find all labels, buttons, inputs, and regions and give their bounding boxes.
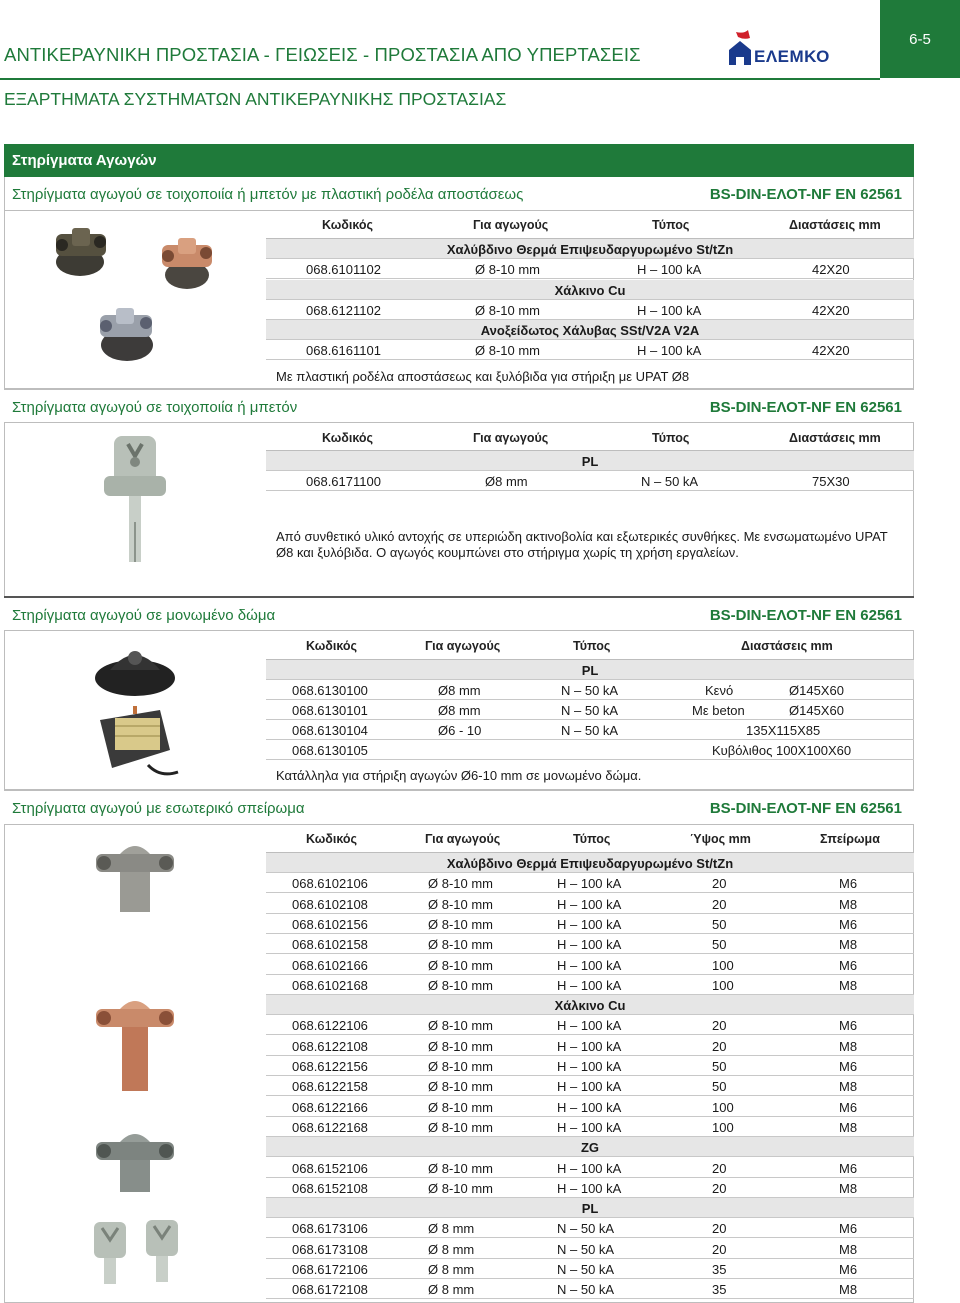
page-title: ΑΝΤΙΚΕΡΑΥΝΙΚΗ ΠΡΟΣΤΑΣΙΑ - ΓΕΙΩΣΕΙΣ - ΠΡΟΣΤΑΣΙΑ ΑΠΟ ΥΠΕΡΤΑΣΕΙΣ (4, 44, 641, 65)
section-3-standard: BS-DIN-ΕΛΟΤ-NF EN 62561 (709, 607, 902, 624)
section-3-note: Κατάλληλα για στήριξη αγωγών Ø6-10 mm σε μονωμένο δώμα. (276, 768, 642, 783)
steel-threaded-holder-image (90, 840, 180, 920)
col-header-code: Κωδικός (322, 431, 374, 445)
group-header: Χάλκινο Cu (266, 280, 914, 300)
table-row: 068.6102166 Ø 8-10 mm H – 100 kA 100 M6 (266, 955, 914, 975)
section-1-title: Στηρίγματα αγωγού σε τοιχοποιία ή μπετόν με πλαστική ροδέλα αποστάσεως (12, 186, 524, 203)
category-bar: Στηρίγματα Αγωγών (4, 144, 914, 177)
table-row: 068.6102156 Ø 8-10 mm H – 100 kA 50 M6 (266, 914, 914, 934)
header-divider (0, 78, 880, 80)
section-2-standard: BS-DIN-ΕΛΟΤ-NF EN 62561 (709, 399, 902, 416)
table-row: 068.6122166 Ø 8-10 mm H – 100 kA 100 M6 (266, 1097, 914, 1117)
col-header-dimensions: Διαστάσεις mm (789, 431, 881, 445)
logo-text: ΕΛΕΜΚΟ (754, 47, 830, 66)
section-3-title: Στηρίγματα αγωγού σε μονωμένο δώμα (12, 607, 276, 624)
table-row: 068.6102158 Ø 8-10 mm H – 100 kA 50 M8 (266, 934, 914, 954)
table-row: 068.6172106 Ø 8 mm N – 50 kA 35 M6 (266, 1259, 914, 1279)
table-row: 068.6161101 Ø 8-10 mm H – 100 kA 42X20 (266, 340, 914, 360)
table-row: 068.6122158 Ø 8-10 mm H – 100 kA 50 M8 (266, 1076, 914, 1096)
col-header-type: Τύπος (573, 639, 611, 653)
page-subtitle: ΕΞΑΡΤΗΜΑΤΑ ΣΥΣΤΗΜΑΤΩΝ ΑΝΤΙΚΕΡΑΥΝΙΚΗΣ ΠΡΟΣΤΑΣΙΑΣ (4, 89, 507, 109)
zinc-threaded-holder-image (90, 1128, 180, 1198)
section-2-title: Στηρίγματα αγωγού σε τοιχοποιία ή μπετόν (12, 399, 298, 416)
col-header-type: Τύπος (652, 431, 690, 445)
table-row: 068.6102168 Ø 8-10 mm H – 100 kA 100 M8 (266, 975, 914, 995)
col-header-conductors: Για αγωγούς (473, 218, 549, 232)
group-header: Χαλύβδινο Θερμά Επιψευδαργυρωμένο St/tZn (266, 239, 914, 259)
roof-support-image (90, 640, 180, 780)
table-row: 068.6173106 Ø 8 mm N – 50 kA 20 M6 (266, 1218, 914, 1238)
plastic-holder-image (100, 432, 170, 567)
plastic-threaded-holders-image (88, 1218, 188, 1288)
table-row: 068.6122106 Ø 8-10 mm H – 100 kA 20 M6 (266, 1015, 914, 1035)
table-row: 068.6102108 Ø 8-10 mm H – 100 kA 20 M8 (266, 894, 914, 914)
col-header-conductors: Για αγωγούς (473, 431, 549, 445)
table-row: 068.6121102 Ø 8-10 mm H – 100 kA 42X20 (266, 300, 914, 320)
table-row: 068.6172108 Ø 8 mm N – 50 kA 35 M8 (266, 1279, 914, 1299)
table-row: 068.6173108 Ø 8 mm N – 50 kA 20 M8 (266, 1239, 914, 1259)
section-1-standard: BS-DIN-ΕΛΟΤ-NF EN 62561 (709, 186, 902, 203)
clamp-product-image (42, 220, 242, 370)
table-row: 068.6101102 Ø 8-10 mm H – 100 kA 42X20 (266, 259, 914, 279)
col-header-conductors: Για αγωγούς (425, 832, 501, 846)
col-header-type: Τύπος (573, 832, 611, 846)
table-row: 068.6122168 Ø 8-10 mm H – 100 kA 100 M8 (266, 1117, 914, 1137)
col-header-thread: Σπείρωμα (820, 832, 880, 846)
brand-logo (726, 28, 846, 68)
col-header-code: Κωδικός (306, 639, 358, 653)
col-header-height: Ύψος mm (690, 832, 751, 846)
group-header: ZG (266, 1137, 914, 1157)
table-row: 068.6130100 Ø8 mm N – 50 kA Κενό Ø145X60 (266, 680, 914, 700)
section-4-standard: BS-DIN-ΕΛΟΤ-NF EN 62561 (709, 800, 902, 817)
group-header: PL (266, 660, 914, 680)
col-header-dimensions: Διαστάσεις mm (741, 639, 833, 653)
group-header: Χάλκινο Cu (266, 995, 914, 1015)
col-header-code: Κωδικός (322, 218, 374, 232)
table-row: 068.6122108 Ø 8-10 mm H – 100 kA 20 M8 (266, 1036, 914, 1056)
table-row: 068.6152106 Ø 8-10 mm H – 100 kA 20 M6 (266, 1158, 914, 1178)
group-header: PL (266, 1198, 914, 1218)
section-divider (4, 596, 914, 598)
table-row: 068.6130101 Ø8 mm N – 50 kA Με beton Ø145X60 (266, 700, 914, 720)
section-1-note: Με πλαστική ροδέλα αποστάσεως και ξυλόβιδα για στήριξη με UPAT Ø8 (276, 369, 690, 384)
group-header: PL (266, 451, 914, 471)
section-4-title: Στηρίγματα αγωγού με εσωτερικό σπείρωμα (12, 800, 305, 817)
table-row: 068.6171100 Ø8 mm N – 50 kA 75X30 (266, 471, 914, 491)
logo-house-icon (726, 28, 756, 68)
section-2-note-line-1: Από συνθετικό υλικό αντοχής σε υπεριώδη ακτινοβολία και εξωτερικές συνθήκες. Με ενσωματωμένο UPAT (276, 529, 888, 544)
table-row: 068.6122156 Ø 8-10 mm H – 100 kA 50 M6 (266, 1056, 914, 1076)
group-header: Χαλύβδινο Θερμά Επιψευδαργυρωμένο St/tZn (266, 853, 914, 873)
table-row: 068.6130104 Ø6 - 10 N – 50 kA 135X115X85 (266, 720, 914, 740)
copper-threaded-holder-image (90, 995, 180, 1095)
col-header-dimensions: Διαστάσεις mm (789, 218, 881, 232)
table-row: 068.6130105 Κυβόλιθος 100X100X60 (266, 740, 914, 760)
col-header-type: Τύπος (652, 218, 690, 232)
group-header: Ανοξείδωτος Χάλυβας SSt/V2A V2A (266, 320, 914, 340)
table-row: 068.6152108 Ø 8-10 mm H – 100 kA 20 M8 (266, 1178, 914, 1198)
table-row: 068.6102106 Ø 8-10 mm H – 100 kA 20 M6 (266, 873, 914, 893)
col-header-conductors: Για αγωγούς (425, 639, 501, 653)
col-header-code: Κωδικός (306, 832, 358, 846)
section-2-note-line-2: Ø8 και ξυλόβιδα. Ο αγωγός κουμπώνει στο στήριγμα χωρίς τη χρήση εργαλείων. (276, 545, 739, 560)
page-number: 6-5 (880, 0, 960, 78)
